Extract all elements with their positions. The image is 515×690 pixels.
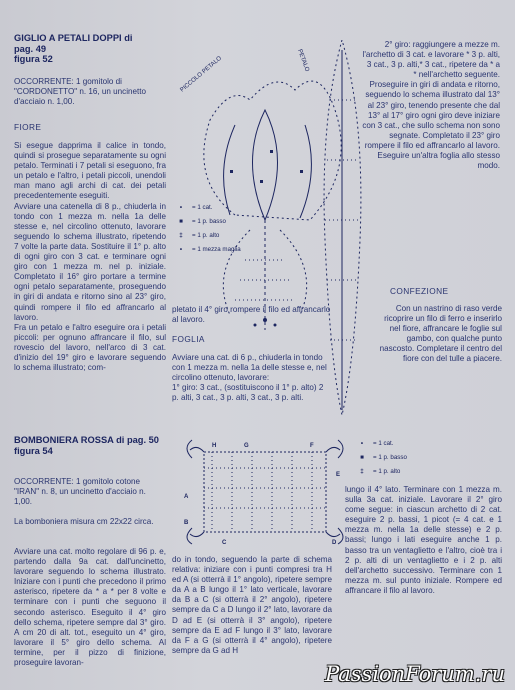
bomboniera-title: BOMBONIERA ROSSA di pag. 50 figura 54 [14,435,159,456]
bomboniera-legend [356,436,407,478]
single-crochet-symbol-icon: ■ [360,453,364,461]
chain-symbol-icon: • [179,203,183,211]
chart-letter-h: H [212,443,217,449]
flower-legend [175,200,241,256]
legend-item: • = 1 mezza maglia [175,242,241,256]
foglia-heading: FOGLIA [172,334,205,344]
fiore-text: Si esegue dapprima il calice in tondo, quindi si prosegue separatamente su ogni petalo. Terminati i 7 petali si eseguono, fra un petalo e l'altro, i petali piccoli, unendoli man mano agli archi di cat. dei petali precedentemente eseguiti. Avviare una catenella di 8 p., chiuderla in tondo con 1 mezza m. nella 1a delle stesse e, nel circolino ottenuto, lavorare seguendo lo schema illustrato, ripetendo 7 volte la parte data. Sostituire il 1° p. alto di ogni giro con 3 cat. e terminare ogni giro con 1 mezza m. nel p. iniziale. Completato il 16° giro portare a termine ogni petalo separatamente, proseguendo in giri di andata e ritorno sino al 23° giro, quindi rompere il filo ed affrancarlo al lavoro. Fra un petalo e l'altro eseguire ora i petali piccoli: per ognuno affrancare il filo, sul rovescio del lavoro, nell'arco di 3 cat. d'inizio del 19° giro e lavorare seguendo lo schema illustrato; com- [14,141,166,373]
foglia-text: Avviare una cat. di 6 p., chiuderla in tondo con 1 mezza m. nella 1a delle stesse e, nel circolino ottenuto, lavorare: 1° giro: 3 cat., (sostituiscono il 1° p. alto) 2 p. alti, 3 cat., 3 p. alti, 3 cat., 3 p. alti. [172,353,327,403]
chart-letter-a: A [184,494,189,500]
legend-item: • = 1 cat. [175,200,241,214]
legend-item: ■ = 1 p. basso [356,450,407,464]
double-crochet-symbol-icon: ‡ [179,231,183,239]
foglia-right-text: 2° giro: raggiungere a mezze m. l'archetto di 3 cat. e lavorare * 3 p. alti, 3 cat., 3 p. alti,* 3 cat., ripetere da * a * nell'archetto seguente. Proseguire in giri di andata e ritorno, seguendo lo schema illustrato dal 13° al 23° giro, tenendo presente che dal 13° al 17° giro ogni giro deve iniziare con 3 cat., che sullo schema non sono segnate. Completato il 23° giro rompere il filo ed affrancarlo al lavoro. Eseguire un'altra foglia allo stesso modo. [362,40,500,171]
legend-item: ‡ = 1 p. alto [175,228,241,242]
bomboniera-left-text: Avviare una cat. molto regolare di 96 p. e, partendo dalla 9a cat. dall'uncinetto, lavorare seguendo lo schema illustrato. Iniziare con i punti che precedono il primo asterisco, ripetere da * a * per 8 volte e terminare con i punti che seguono il secondo asterisco. Eseguito il 4° giro dello schema, ripetere sempre dal 3° giro. A cm 20 di alt. tot., eseguito un 4° giro, lavorare il 5° giro dello schema. Al termine, per il pizzo di finizione, proseguire lavoran- [14,547,166,668]
bomboniera-misura: La bomboniera misura cm 22x22 circa. [14,517,154,526]
chart-letter-d: D [332,540,337,546]
confezione-text: Con un nastrino di raso verde ricoprire un filo di ferro e inserirlo nel fiore, affrancare le foglie sul gambo, con qualche punto nascosto. Completare il centro del fiore con del tulle a piacere. [379,304,502,364]
giglio-occorrente: OCCORRENTE: 1 gomitolo di "CORDONETTO" n. 16, un uncinetto d'acciaio n. 1,00. [14,77,147,107]
bomboniera-occorrente: OCCORRENTE: 1 gomitolo cotone "IRAN" n. 8, un uncinetto d'acciaio n. 1,00. [14,477,146,507]
fiore-heading: FIORE [14,122,42,132]
chart-letter-g: G [244,443,249,449]
chart-letter-b: B [184,520,189,526]
chart-letter-f: F [310,443,314,449]
chain-symbol-icon: • [360,439,364,447]
bomboniera-crochet-chart [182,438,350,546]
label-petalo: PETALO [296,48,310,73]
confezione-heading: CONFEZIONE [390,286,449,296]
chart-letter-c: C [222,540,227,546]
slip-stitch-symbol-icon: • [179,245,183,253]
single-crochet-symbol-icon: ■ [179,217,183,225]
giglio-mid-text: pletato il 4° giro rompere il filo ed affrancarlo al lavoro. [172,305,331,325]
giglio-title: GIGLIO A PETALI DOPPI di pag. 49 figura 52 [14,33,133,64]
bomboniera-mid-text: do in tondo, seguendo la parte di schema relativa: iniziare con i punti compresi tra H ed A (si otterrà il 1° angolo), ripetere sempre da A a B lungo il 1° lato verticale, lavorare da B a C (si otterrà il 2° angolo), ripetere sempre da C a D lungo il 2° lato, lavorare da D ad E (si otterrà il 3° angolo), ripetere sempre da E ad F lungo il 3° lato, lavorare da F a G (si otterrà il 4° angolo), ripetere sempre da G ad H [172,555,332,655]
legend-item: • = 1 cat. [356,436,407,450]
legend-item: ■ = 1 p. basso [175,214,241,228]
legend-item: ‡ = 1 p. alto [356,464,407,478]
chart-letter-e: E [336,472,341,478]
label-piccolo-petalo: PICCOLO PETALO [179,55,224,94]
double-crochet-symbol-icon: ‡ [360,467,364,475]
bomboniera-right-text: lungo il 4° lato. Terminare con 1 mezza m. sulla 3a cat. iniziale. Lavorare il 2° giro come segue: in ciascun archetto di 2 cat. eseguire 2 p. bassi, 1 picot (= 4 cat. e 1 mezza m. nella 1a delle stesse) e 2 p. bassi; lungo i lati eseguire anche 1 p. basso tra un ventaglietto e l'altro, cioè tra i 2 p. alti di un ventaglietto e i 2 p. alti dell'archetto successivo. Terminare con 1 mezza m. sul punto iniziale. Rompere ed affrancare il filo al lavoro. [345,485,502,595]
watermark: PassionForum.ru [325,662,505,686]
